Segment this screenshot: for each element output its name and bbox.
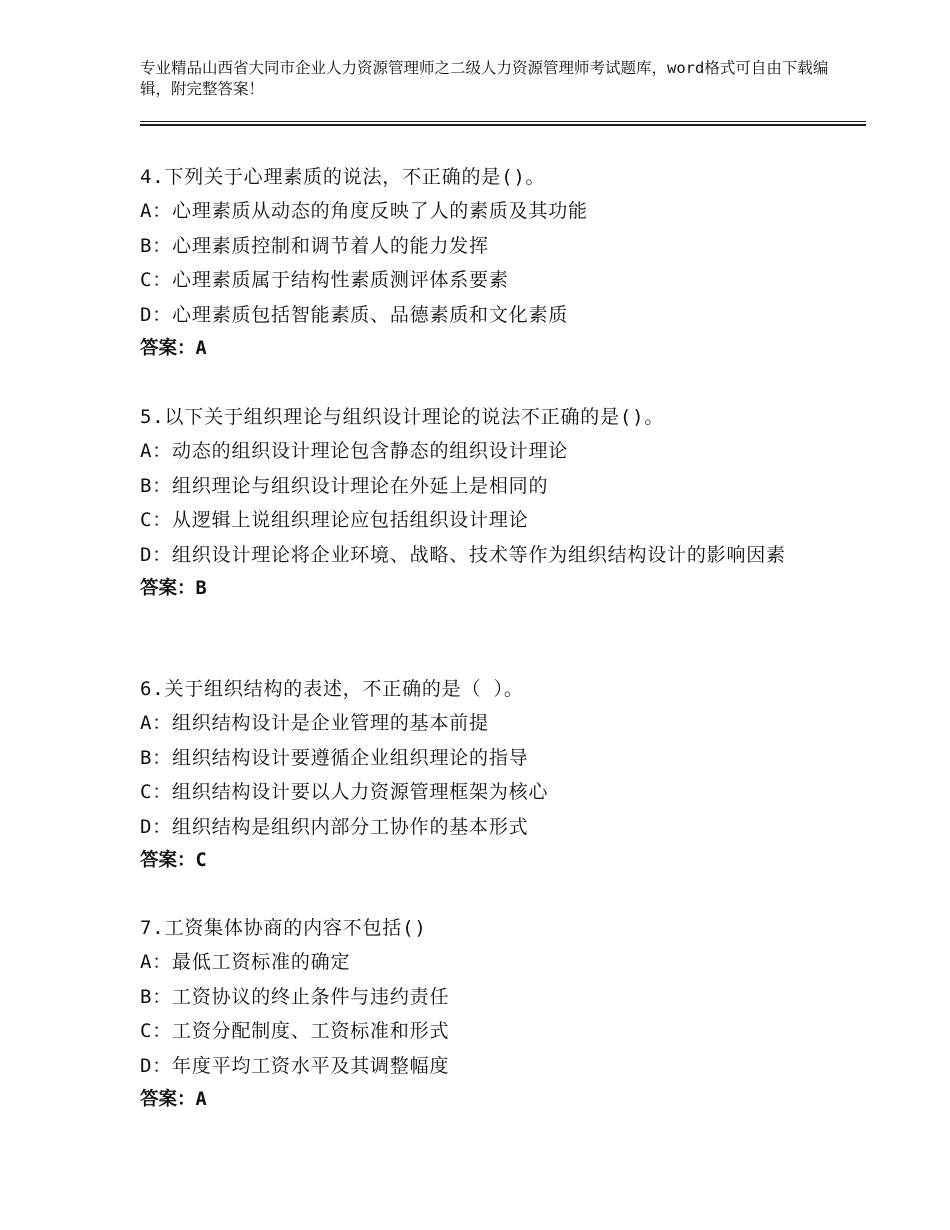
question-stem: 6.关于组织结构的表述，不正确的是（ ）。 (140, 678, 524, 700)
header-divider (140, 121, 866, 122)
answer-label: 答案： (140, 1088, 196, 1110)
option-b: B：心理素质控制和调节着人的能力发挥 (140, 234, 489, 257)
option-a: A：心理素质从动态的角度反映了人的素质及其功能 (140, 200, 588, 223)
answer-value: C (195, 849, 207, 871)
answer-value: A (195, 337, 207, 359)
answer-value: A (195, 1088, 207, 1110)
question-6 (140, 672, 820, 878)
option-a: A：最低工资标准的确定 (140, 951, 351, 974)
option-c: C：心理素质属于结构性素质测评体系要素 (140, 269, 509, 292)
option-c: C：组织结构设计要以人力资源管理框架为核心 (140, 781, 549, 804)
option-c: C：工资分配制度、工资标准和形式 (140, 1020, 450, 1043)
header-divider-thick (140, 124, 866, 126)
option-b: B：组织理论与组织设计理论在外延上是相同的 (140, 474, 549, 497)
answer-label: 答案： (140, 337, 196, 359)
answer-value: B (195, 577, 207, 599)
option-d: D：组织设计理论将企业环境、战略、技术等作为组织结构设计的影响因素 (140, 543, 786, 566)
option-d: D：心理素质包括智能素质、品德素质和文化素质 (140, 303, 569, 326)
answer (140, 844, 820, 878)
question-stem: 4.下列关于心理素质的说法，不正确的是()。 (140, 166, 546, 188)
document-header: 专业精品山西省大同市企业人力资源管理师之二级人力资源管理师考试题库，word格式可自由下载编辑，附完整答案！ (140, 59, 829, 98)
question-stem: 5.以下关于组织理论与组织设计理论的说法不正确的是()。 (140, 406, 665, 428)
option-b: B：工资协议的终止条件与违约责任 (140, 985, 450, 1008)
question-7 (140, 911, 820, 1117)
answer (140, 572, 820, 606)
answer-label: 答案： (140, 849, 196, 871)
option-a: A：动态的组织设计理论包含静态的组织设计理论 (140, 440, 569, 463)
answer (140, 1083, 820, 1117)
option-c: C：从逻辑上说组织理论应包括组织设计理论 (140, 509, 529, 532)
option-b: B：组织结构设计要遵循企业组织理论的指导 (140, 746, 529, 769)
question-5 (140, 400, 820, 606)
option-d: D：年度平均工资水平及其调整幅度 (140, 1054, 450, 1077)
option-d: D：组织结构是组织内部分工协作的基本形式 (140, 815, 529, 838)
answer-label: 答案： (140, 577, 196, 599)
question-stem: 7.工资集体协商的内容不包括() (140, 917, 427, 939)
option-a: A：组织结构设计是企业管理的基本前提 (140, 712, 489, 735)
question-4 (140, 160, 820, 366)
answer (140, 332, 820, 366)
